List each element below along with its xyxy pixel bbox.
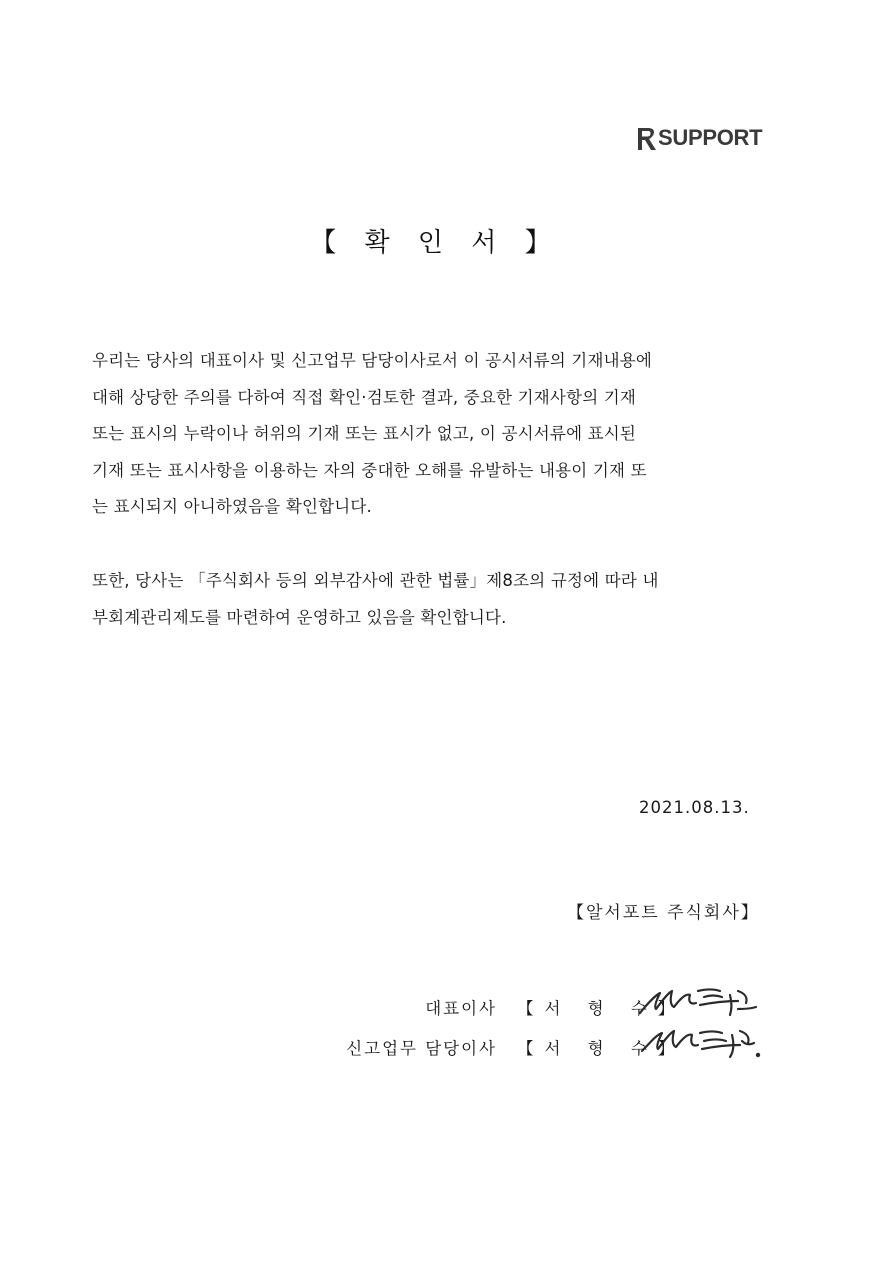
company-name: 【알서포트 주식회사】: [567, 903, 760, 923]
paragraph-line: 기재 또는 표시사항을 이용하는 자의 중대한 오해를 유발하는 내용이 기재 또: [92, 460, 647, 480]
r-logo-mark-icon: [636, 124, 656, 152]
signatory-role: 대표이사: [425, 999, 497, 1018]
paragraph-line: 부회계관리제도를 마련하여 운영하고 있음을 확인합니다.: [92, 607, 507, 627]
signatory-row-ceo: [300, 995, 686, 1025]
signatory-name: 【서 형 수】: [517, 999, 686, 1018]
signatory-name: 【서 형 수】: [517, 1039, 686, 1058]
logo-text: SUPPORT: [658, 125, 763, 150]
document-title: 【 확 인 서 】: [310, 228, 561, 258]
paragraph-line: 대해 상당한 주의를 다하여 직접 확인·검토한 결과, 중요한 기재사항의 기재: [92, 387, 637, 407]
signatory-role: 신고업무 담당이사: [346, 1039, 497, 1058]
document-date: 2021.08.13.: [639, 798, 750, 817]
company-logo: [636, 123, 762, 153]
confirmation-paragraph: [92, 343, 782, 526]
paragraph-line: 또한, 당사는 「주식회사 등의 외부감사에 관한 법률」제8조의 규정에 따라 내: [92, 571, 659, 590]
paragraph-line: 는 표시되지 아니하였음을 확인합니다.: [92, 497, 373, 516]
paragraph-line: 또는 표시의 누락이나 허위의 기재 또는 표시가 없고, 이 공시서류에 표시된: [92, 424, 637, 443]
internal-control-paragraph: [92, 563, 782, 636]
signatory-row-disclosure-officer: [300, 1035, 686, 1065]
handwritten-signature: [634, 1023, 764, 1063]
handwritten-signature: [634, 983, 764, 1023]
paragraph-line: 우리는 당사의 대표이사 및 신고업무 담당이사로서 이 공시서류의 기재내용에: [92, 351, 653, 370]
